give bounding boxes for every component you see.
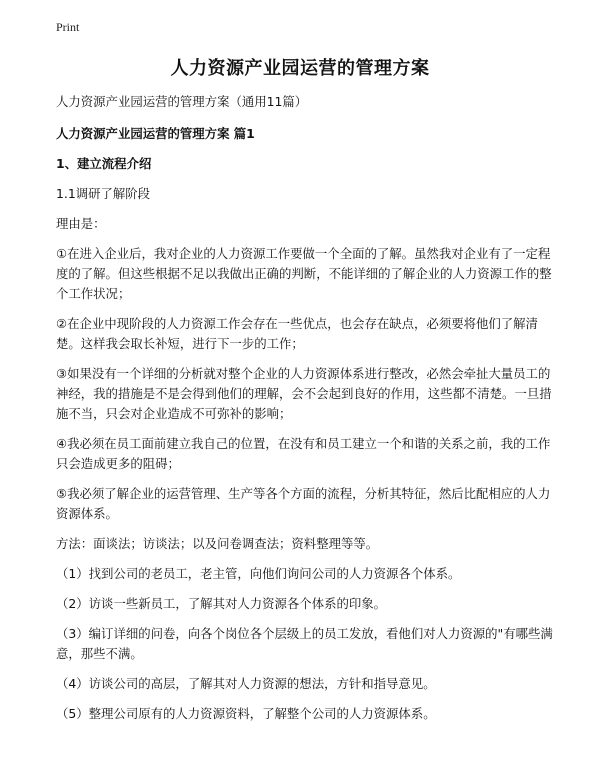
step-paragraph: （1）找到公司的老员工，老主管，向他们询问公司的人力资源各个体系。 bbox=[56, 566, 461, 581]
reasons-intro: 理由是： bbox=[56, 216, 106, 231]
heading-1-1: 1.1调研了解阶段 bbox=[56, 186, 151, 201]
reason-paragraph: ②在企业中现阶段的人力资源工作会存在一些优点，也会存在缺点，必须要将他们了解清楚。这样我会取长补短，进行下一步的工作； bbox=[56, 316, 538, 351]
section-title: 人力资源产业园运营的管理方案 篇1 bbox=[56, 126, 255, 141]
reason-paragraph: ①在进入企业后，我对企业的人力资源工作要做一个全面的了解。虽然我对企业有了一定程度的了解。但这些根据不足以我做出正确的判断，不能详细的了解企业的人力资源工作的整个工作状况； bbox=[56, 246, 552, 301]
heading-1: 1、建立流程介绍 bbox=[56, 156, 152, 171]
document-subtitle: 人力资源产业园运营的管理方案（通用11篇） bbox=[56, 94, 308, 109]
reason-paragraph: ③如果没有一个详细的分析就对整个企业的人力资源体系进行整改，必然会牵扯大量员工的神经，我的措施是不是会得到他们的理解，会不会起到良好的作用，这些都不清楚。一旦措施不当，只会对企业造成不可弥补的影响； bbox=[56, 366, 552, 421]
reason-paragraph: ⑤我必须了解企业的运营管理、生产等各个方面的流程，分析其特征，然后比配相应的人力资源体系。 bbox=[56, 486, 551, 521]
step-paragraph: （4）访谈公司的高层，了解其对人力资源的想法，方针和指导意见。 bbox=[56, 676, 436, 691]
methods-paragraph: 方法：面谈法；访谈法；以及问卷调查法；资料整理等等。 bbox=[56, 536, 379, 551]
page-title: 人力资源产业园运营的管理方案 bbox=[170, 58, 430, 79]
document-body bbox=[56, 92, 556, 734]
step-paragraph: （2）访谈一些新员工，了解其对人力资源各个体系的印象。 bbox=[56, 596, 387, 611]
print-label: Print bbox=[56, 20, 80, 34]
reason-paragraph: ④我必须在员工面前建立我自己的位置，在没有和员工建立一个和谐的关系之前，我的工作只会造成更多的阻碍； bbox=[56, 436, 551, 471]
step-paragraph: （5）整理公司原有的人力资源资料，了解整个公司的人力资源体系。 bbox=[56, 706, 436, 721]
step-paragraph: （3）编订详细的问卷，向各个岗位各个层级上的员工发放，看他们对人力资源的"有哪些满意，那些不满。 bbox=[56, 626, 553, 661]
